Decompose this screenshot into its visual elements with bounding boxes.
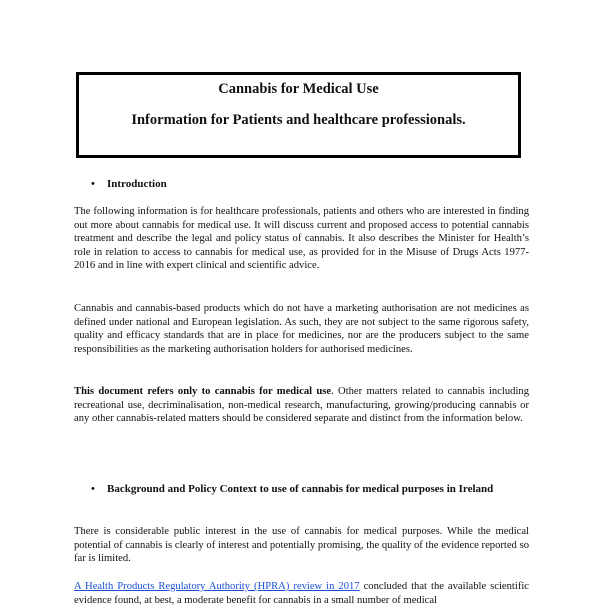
section-heading-text: Introduction [107, 178, 167, 190]
section-heading-text: Background and Policy Context to use of cannabis for medical purposes in Ireland [107, 483, 494, 495]
intro-paragraph-2: Cannabis and cannabis-based products which do not have a marketing authorisation are not medicines as defined under national and European legislation. As such, they are not subject to the same rigorous safety, quality and efficacy standards that are in place for medicines, nor are the producers subject to the same responsibilities as the marketing authorisation holders for authorised medicines. [74, 303, 529, 355]
bullet-icon: • [91, 483, 95, 495]
title-box [76, 72, 521, 158]
document-subtitle: Information for Patients and healthcare professionals. [131, 112, 466, 128]
section-heading-introduction [91, 177, 167, 191]
section-heading-background [91, 482, 511, 496]
intro-paragraph-1: The following information is for healthcare professionals, patients and others who are interested in finding out more about cannabis for medical use. It will discuss current and proposed access to potential cannabis treatment and describe the legal and policy status of cannabis. It also describes the Minister for Health’s role in relation to access to cannabis for medical use, as provided for in the Misuse of Drugs Acts 1977-2016 and in line with expert clinical and scientific advice. [74, 206, 529, 272]
hpra-review-text: concluded that the available scientific evidence found, at best, a moderate benefit for cannabis in a small number of medical [74, 581, 529, 606]
document-title: Cannabis for Medical Use [218, 81, 379, 97]
background-paragraph-1: There is considerable public interest in the use of cannabis for medical purposes. While the medical potential of cannabis is clearly of interest and potentially promising, the quality of the evidence reported so far is limited. [74, 526, 529, 565]
scope-statement: This document refers only to cannabis for medical use [74, 386, 332, 397]
hpra-review-link[interactable]: A Health Products Regulatory Authority (HPRA) review in 2017 [74, 581, 360, 592]
background-paragraph-2 [74, 580, 529, 607]
scope-details: . Other matters related to cannabis including recreational use, decriminalisation, non-medical research, manufacturing, growing/producing cannabis or any other cannabis-related matters should be considered separate and distinct from the information below. [74, 386, 529, 425]
intro-paragraph-3 [74, 385, 529, 426]
bullet-icon: • [91, 178, 95, 190]
